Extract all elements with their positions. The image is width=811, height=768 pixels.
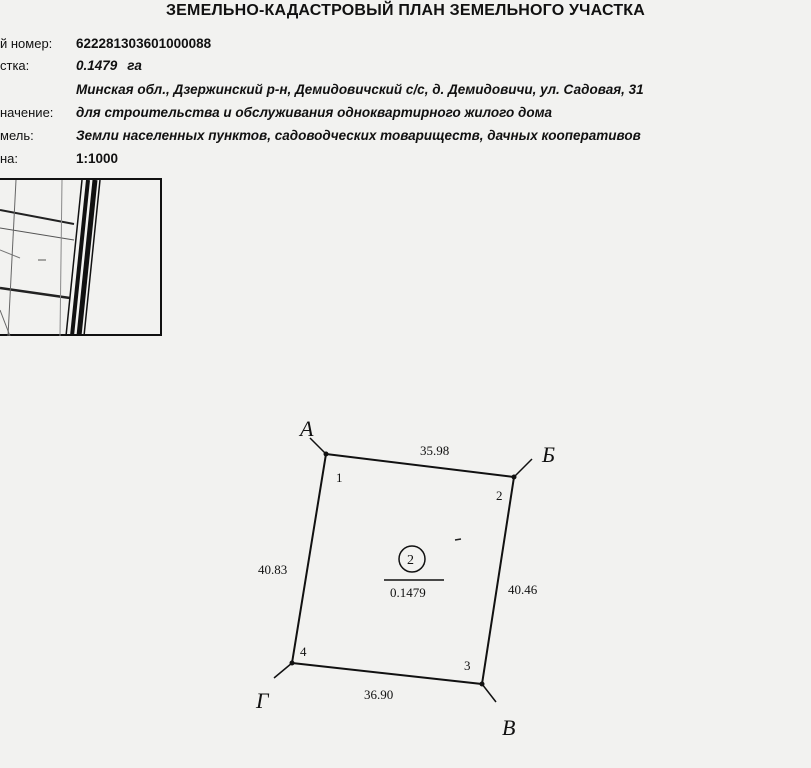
field-label: на: bbox=[0, 151, 19, 166]
corner-number-2: 2 bbox=[496, 488, 503, 503]
cadastral-number-value: 622281303601000088 bbox=[76, 36, 212, 51]
side-length-bottom: 36.90 bbox=[364, 687, 394, 702]
corner-point bbox=[290, 661, 295, 666]
corner-number-3: 3 bbox=[464, 658, 471, 673]
corner-letter-b: Б bbox=[542, 442, 555, 467]
field-label: й номер: bbox=[0, 36, 53, 51]
field-label: мель: bbox=[0, 128, 34, 143]
parcel-number: 2 bbox=[407, 553, 414, 568]
field-label: начение: bbox=[0, 105, 54, 120]
field-label: стка: bbox=[0, 58, 30, 73]
corner-letter-a: А bbox=[300, 416, 314, 441]
corner-leader bbox=[514, 459, 532, 477]
side-length-left: 40.83 bbox=[258, 562, 288, 577]
side-length-top: 35.98 bbox=[420, 443, 450, 458]
corner-point bbox=[324, 452, 329, 457]
corner-number-4: 4 bbox=[300, 644, 307, 659]
corner-number-1: 1 bbox=[336, 470, 343, 485]
parcel-area: 0.1479 bbox=[390, 585, 426, 600]
scan-speck bbox=[455, 539, 461, 540]
document-title: ЗЕМЕЛЬНО-КАДАСТРОВЫЙ ПЛАН ЗЕМЕЛЬНОГО УЧАСТКА bbox=[165, 2, 646, 19]
address-value: Минская обл., Дзержинский р-н, Демидовичский с/с, д. Демидовичи, ул. Садовая, 31 bbox=[76, 82, 644, 97]
scale-value: 1:1000 bbox=[76, 151, 119, 166]
area-number: 0.1479 bbox=[76, 58, 118, 73]
corner-leader bbox=[482, 684, 496, 702]
corner-letter-g: Г bbox=[256, 688, 269, 713]
land-category-value: Земли населенных пунктов, садоводческих товариществ, дачных кооперативов bbox=[76, 128, 641, 143]
corner-leader bbox=[274, 663, 292, 678]
corner-point bbox=[480, 682, 485, 687]
purpose-value: для строительства и обслуживания одноквартирного жилого дома bbox=[76, 105, 553, 120]
area-unit: га bbox=[127, 58, 142, 73]
corner-point bbox=[512, 475, 517, 480]
corner-letter-v: В bbox=[502, 715, 516, 740]
side-length-right: 40.46 bbox=[508, 582, 538, 597]
